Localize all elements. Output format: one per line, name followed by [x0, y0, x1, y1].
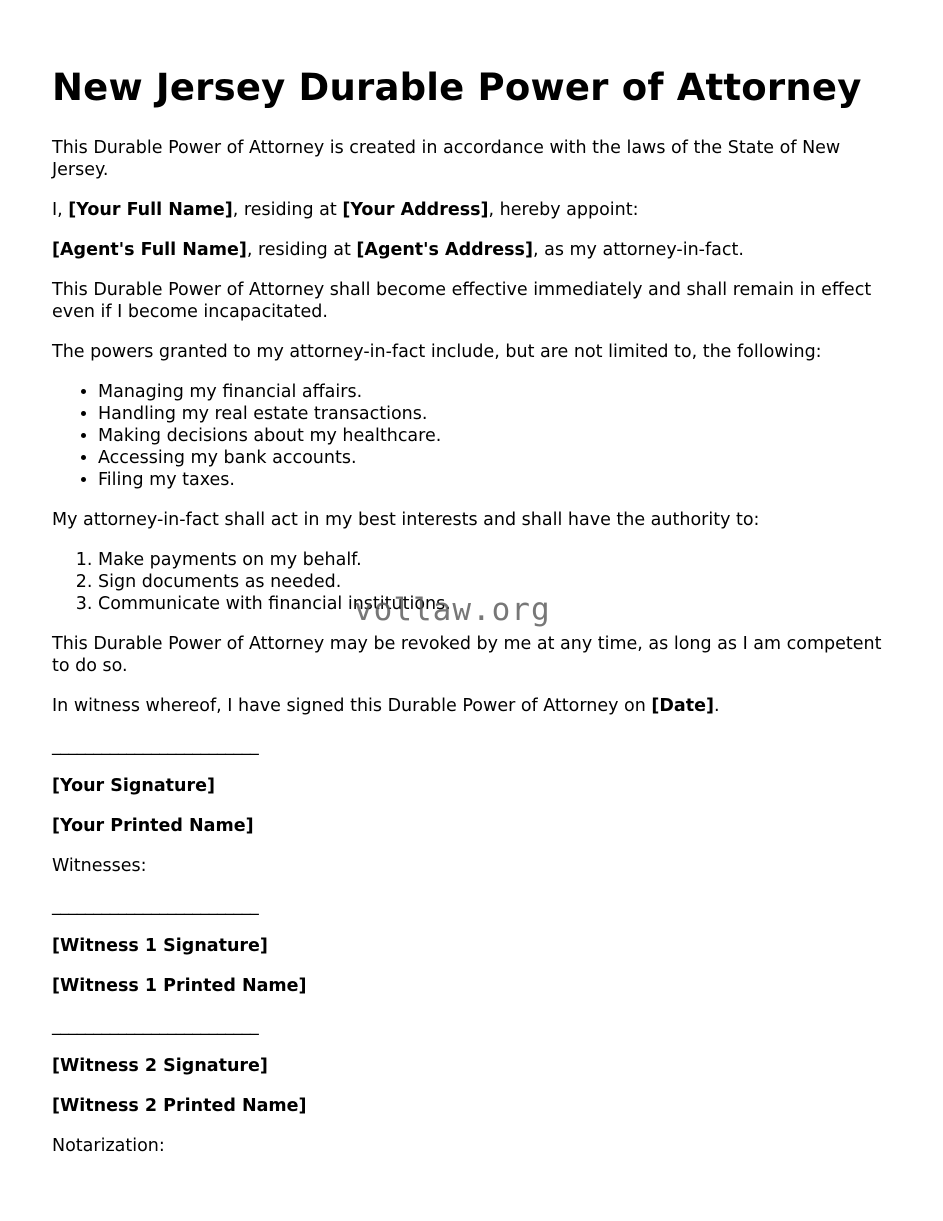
- list-item: • Filing my taxes.: [98, 469, 897, 491]
- list-item: • Managing my financial affairs.: [98, 381, 897, 403]
- list-item: • Handling my real estate transactions.: [98, 403, 897, 425]
- your-printed-name-label: [Your Printed Name]: [52, 816, 254, 836]
- witness-clause-suffix: .: [713, 696, 720, 716]
- agent-suffix: , as my attorney-in-fact.: [532, 240, 744, 260]
- agent-address-placeholder: [Agent's Address]: [356, 240, 533, 260]
- agent-middle: , residing at: [246, 240, 357, 260]
- witness1-signature-line: _________________________: [52, 896, 259, 916]
- revocation-paragraph: This Durable Power of Attorney may be revoked by me at any time, as long as I am competent to do so.: [52, 634, 882, 676]
- authority-intro: My attorney-in-fact shall act in my best interests and shall have the authority to:: [52, 510, 760, 530]
- appointment-paragraph: [52, 199, 897, 221]
- date-placeholder: [Date]: [651, 696, 714, 716]
- list-item: • Making decisions about my healthcare.: [98, 425, 897, 447]
- witness1-signature-label: [Witness 1 Signature]: [52, 936, 268, 956]
- powers-intro: The powers granted to my attorney-in-fact include, but are not limited to, the following:: [52, 342, 822, 362]
- appoint-middle: , residing at: [232, 200, 343, 220]
- document-page: [52, 64, 897, 1175]
- witness2-signature-line: _________________________: [52, 1016, 259, 1036]
- your-signature-label: [Your Signature]: [52, 776, 215, 796]
- principal-signature-line: _________________________: [52, 736, 259, 756]
- witness2-signature-label: [Witness 2 Signature]: [52, 1056, 268, 1076]
- effective-paragraph: This Durable Power of Attorney shall become effective immediately and shall remain in effect even if I become incapacitated.: [52, 280, 872, 322]
- witness-clause: [52, 695, 897, 717]
- watermark: vollaw.org: [354, 592, 551, 628]
- authority-list: [52, 549, 897, 615]
- list-item: • Accessing my bank accounts.: [98, 447, 897, 469]
- appoint-suffix: , hereby appoint:: [488, 200, 639, 220]
- agent-name-placeholder: [Agent's Full Name]: [52, 240, 247, 260]
- powers-list: [52, 381, 897, 491]
- witness1-printed-name-label: [Witness 1 Printed Name]: [52, 976, 307, 996]
- list-item: 1. Make payments on my behalf.: [98, 549, 897, 571]
- notarization-label: Notarization:: [52, 1136, 165, 1156]
- list-item: 2. Sign documents as needed.: [98, 571, 897, 593]
- list-item: 3. Communicate with financial institutions.: [98, 593, 897, 615]
- intro-paragraph: This Durable Power of Attorney is created in accordance with the laws of the State of New Jersey.: [52, 138, 841, 180]
- appoint-prefix: I,: [52, 200, 69, 220]
- witnesses-label: Witnesses:: [52, 856, 147, 876]
- principal-name-placeholder: [Your Full Name]: [68, 200, 233, 220]
- agent-paragraph: [52, 239, 897, 261]
- witness2-printed-name-label: [Witness 2 Printed Name]: [52, 1096, 307, 1116]
- witness-clause-text: In witness whereof, I have signed this Durable Power of Attorney on: [52, 696, 652, 716]
- principal-address-placeholder: [Your Address]: [342, 200, 489, 220]
- document-title: New Jersey Durable Power of Attorney: [52, 66, 862, 109]
